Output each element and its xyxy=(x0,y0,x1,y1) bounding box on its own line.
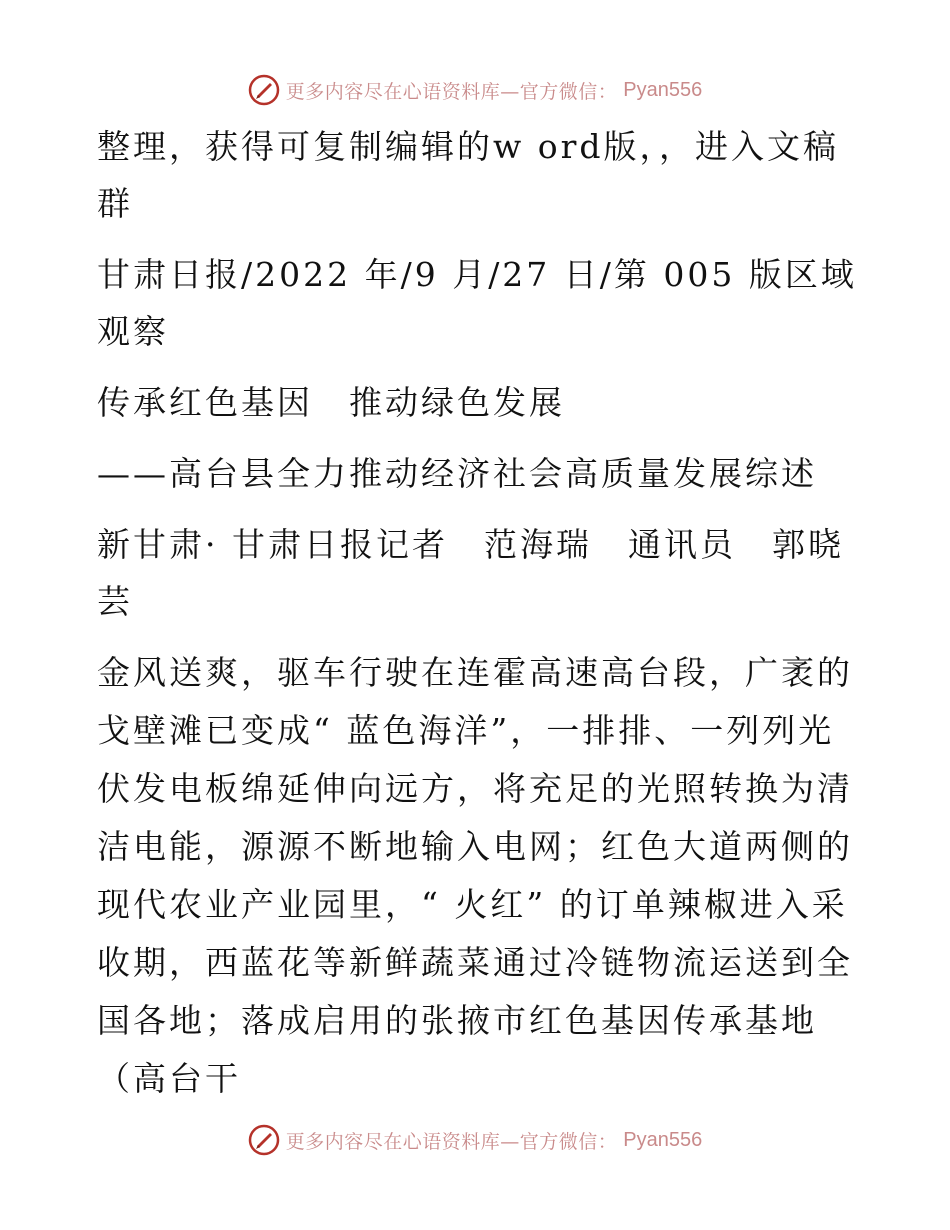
article-title: 传承红色基因 推动绿色发展 xyxy=(97,383,565,422)
article-subtitle: ——高台县全力推动经济社会高质量发展综述 xyxy=(97,454,817,493)
intro-paragraph: 整理，获得可复制编辑的w ord版，，进入文稿群 xyxy=(97,127,840,223)
banner-text: 更多内容尽在心语资料库—官方微信： xyxy=(285,80,618,103)
body-paragraph: 金风送爽，驱车行驶在连霍高速高台段，广袤的戈壁滩已变成“ 蓝色海洋”，一排排、一列列光伏发电板绵延伸向远方，将充足的光照转换为清洁电能，源源不断地输入电网；红色大道两侧的现代农业产业园里，“ 火红” 的订单辣椒进入采收期，西蓝花等新鲜蔬菜通过冷链物流运送到全国各地；落成启用的张掖市红色基因传承基地（高台干 xyxy=(97,653,853,1098)
footer-banner xyxy=(0,1120,950,1160)
library-logo-icon xyxy=(248,74,280,106)
banner-wechat-id: Pyan556 xyxy=(623,78,703,101)
document-content xyxy=(97,118,857,1122)
byline: 新甘肃· 甘肃日报记者 范海瑞 通讯员 郭晓芸 xyxy=(97,525,844,621)
banner-wechat-id: Pyan556 xyxy=(623,1128,703,1151)
banner-text: 更多内容尽在心语资料库—官方微信： xyxy=(285,1130,618,1153)
library-logo-icon xyxy=(248,1124,280,1156)
source-line: 甘肃日报/2022 年/9 月/27 日/第 005 版区域观察 xyxy=(97,255,857,351)
header-banner xyxy=(0,70,950,110)
